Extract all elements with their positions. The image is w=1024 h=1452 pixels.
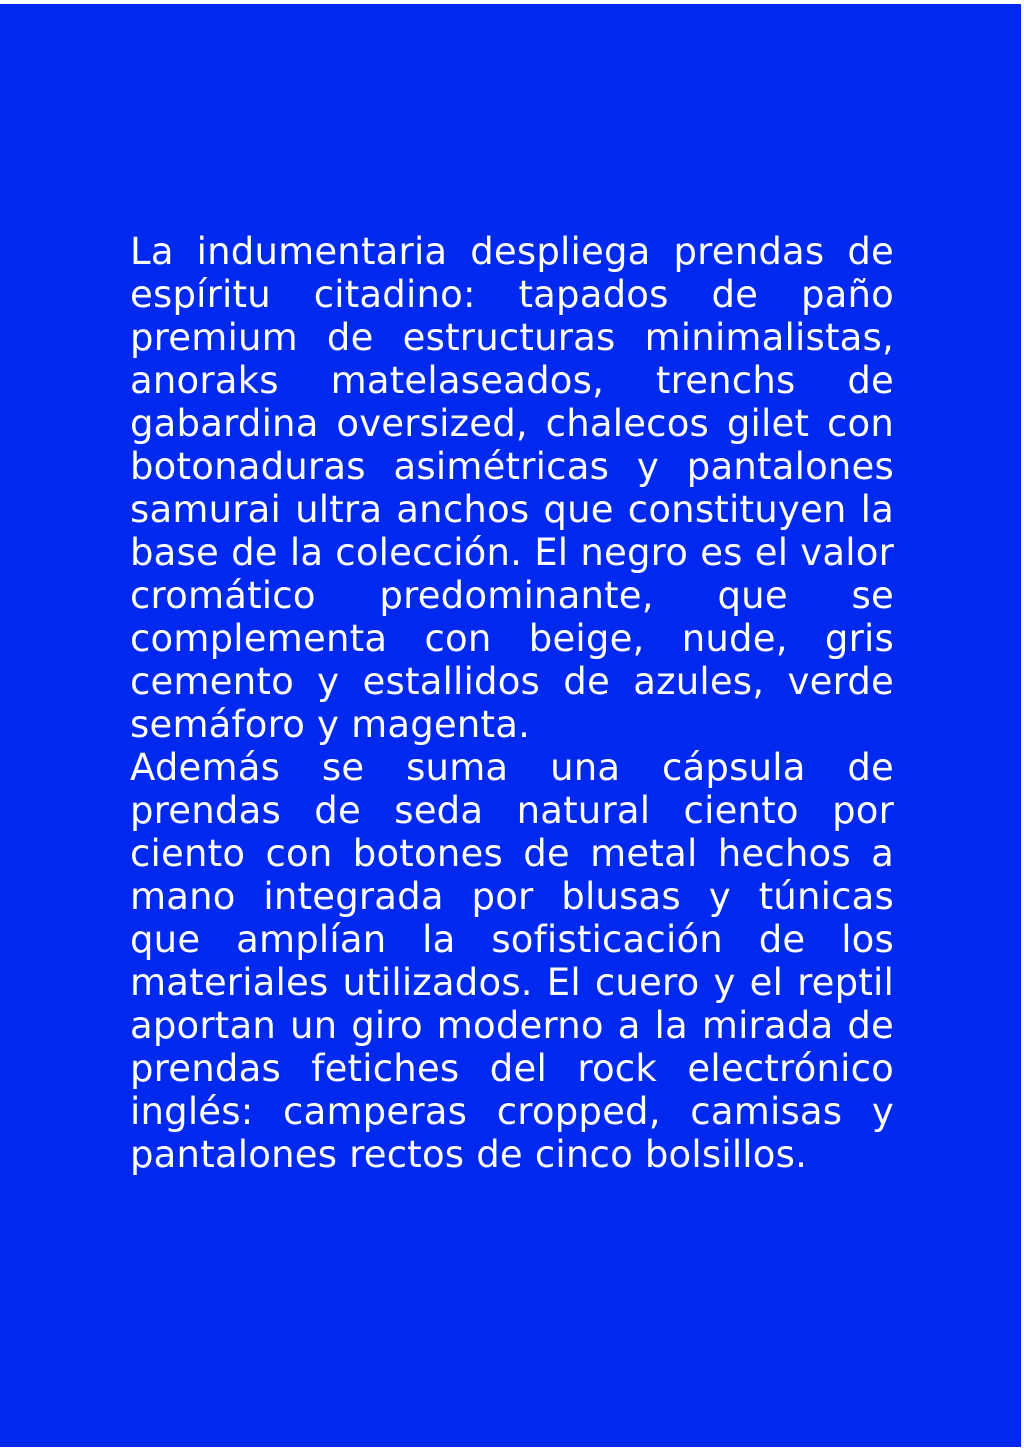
paragraph-1: La indumentaria despliega prendas de espíritu citadino: tapados de paño premium de estructuras minimalistas, anoraks matelaseados, trenchs de gabardina oversized, chalecos gilet con botonaduras asimétricas y pantalones samurai ultra anchos que constituyen la base de la colección. El negro es el valor cromático predominante, que se complementa con beige, nude, gris cemento y estallidos de azules, verde semáforo y magenta. [130, 230, 894, 746]
blue-page [0, 4, 1021, 1447]
paragraph-2: Además se suma una cápsula de prendas de seda natural ciento por ciento con botones de metal hechos a mano integrada por blusas y túnicas que amplían la sofisticación de los materiales utilizados. El cuero y el reptil aportan un giro moderno a la mirada de prendas fetiches del rock electrónico inglés: camperas cropped, camisas y pantalones rectos de cinco bolsillos. [130, 746, 894, 1176]
body-text [130, 230, 894, 1176]
